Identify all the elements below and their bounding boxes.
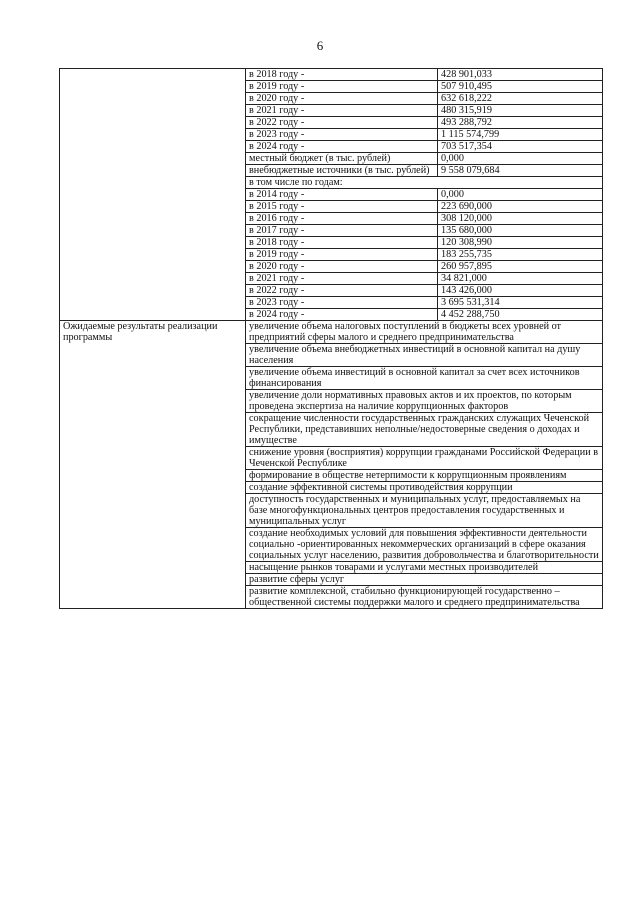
financing-year-value: 507 910,495 bbox=[438, 81, 603, 93]
results-heading: Ожидаемые результаты реализации программы bbox=[60, 321, 246, 609]
financing-year-label: в 2016 году - bbox=[246, 213, 438, 225]
table-row bbox=[60, 321, 603, 344]
financing-year-value: 493 288,792 bbox=[438, 117, 603, 129]
financing-year-value: 3 695 531,314 bbox=[438, 297, 603, 309]
table-row bbox=[60, 69, 603, 81]
result-item: увеличение объема налоговых поступлений в бюджеты всех уровней от предприятий сферы малого и среднего предпринимательства bbox=[246, 321, 603, 344]
result-item: развитие сферы услуг bbox=[246, 574, 603, 586]
result-item: увеличение объема инвестиций в основной капитал за счет всех источников финансирования bbox=[246, 367, 603, 390]
result-item: формирование в обществе нетерпимости к коррупционным проявлениям bbox=[246, 470, 603, 482]
financing-year-label: в 2019 году - bbox=[246, 81, 438, 93]
financing-year-value: 632 618,222 bbox=[438, 93, 603, 105]
financing-year-label: в 2020 году - bbox=[246, 261, 438, 273]
page-number: 6 bbox=[316, 38, 324, 53]
result-item: увеличение доли нормативных правовых актов и их проектов, по которым проведена экспертиза на наличие коррупционных факторов bbox=[246, 390, 603, 413]
financing-section bbox=[60, 69, 603, 321]
financing-year-value: 9 558 079,684 bbox=[438, 165, 603, 177]
financing-year-label: в 2022 году - bbox=[246, 285, 438, 297]
financing-year-value: 143 426,000 bbox=[438, 285, 603, 297]
financing-year-value: 34 821,000 bbox=[438, 273, 603, 285]
financing-year-value: 1 115 574,799 bbox=[438, 129, 603, 141]
financing-year-value: 260 957,895 bbox=[438, 261, 603, 273]
financing-year-value: 223 690,000 bbox=[438, 201, 603, 213]
financing-year-label: в 2022 году - bbox=[246, 117, 438, 129]
financing-year-label: в 2021 году - bbox=[246, 105, 438, 117]
by-years-label: в том числе по годам: bbox=[246, 177, 603, 189]
financing-year-value: 135 680,000 bbox=[438, 225, 603, 237]
financing-year-value: 0,000 bbox=[438, 153, 603, 165]
financing-year-label: в 2024 году - bbox=[246, 309, 438, 321]
financing-year-label: внебюджетные источники (в тыс. рублей) bbox=[246, 165, 438, 177]
financing-year-value: 183 255,735 bbox=[438, 249, 603, 261]
result-item: сокращение численности государственных гражданских служащих Чеченской Республики, представивших неполные/недостоверные сведения о доходах и имуществе bbox=[246, 413, 603, 447]
financing-year-value: 4 452 288,750 bbox=[438, 309, 603, 321]
result-item: доступность государственных и муниципальных услуг, предоставляемых на базе многофункциональных центров предоставления государственных и муниципальных услуг bbox=[246, 494, 603, 528]
results-section bbox=[60, 321, 603, 609]
result-item: создание необходимых условий для повышения эффективности деятельности социально -ориентированных некоммерческих организаций в сфере оказания социальных услуг населению, развития добровольчества и благотворительности bbox=[246, 528, 603, 562]
result-item: развитие комплексной, стабильно функционирующей государственно – общественной системы поддержки малого и среднего предпринимательства bbox=[246, 586, 603, 609]
financing-year-label: в 2019 году - bbox=[246, 249, 438, 261]
financing-year-value: 308 120,000 bbox=[438, 213, 603, 225]
financing-label-cell bbox=[60, 69, 246, 321]
financing-year-value: 120 308,990 bbox=[438, 237, 603, 249]
financing-year-value: 0,000 bbox=[438, 189, 603, 201]
financing-year-label: в 2023 году - bbox=[246, 129, 438, 141]
financing-year-label: в 2023 году - bbox=[246, 297, 438, 309]
passport-table bbox=[59, 68, 603, 609]
result-item: снижение уровня (восприятия) коррупции гражданами Российской Федерации в Чеченской Республике bbox=[246, 447, 603, 470]
financing-year-label: местный бюджет (в тыс. рублей) bbox=[246, 153, 438, 165]
financing-year-value: 428 901,033 bbox=[438, 69, 603, 81]
result-item: насыщение рынков товарами и услугами местных производителей bbox=[246, 562, 603, 574]
financing-year-value: 703 517,354 bbox=[438, 141, 603, 153]
result-item: создание эффективной системы противодействия коррупции bbox=[246, 482, 603, 494]
financing-year-label: в 2015 году - bbox=[246, 201, 438, 213]
financing-year-label: в 2014 году - bbox=[246, 189, 438, 201]
financing-year-label: в 2021 году - bbox=[246, 273, 438, 285]
financing-year-label: в 2018 году - bbox=[246, 69, 438, 81]
financing-year-value: 480 315,919 bbox=[438, 105, 603, 117]
result-item: увеличение объема внебюджетных инвестиций в основной капитал на душу населения bbox=[246, 344, 603, 367]
financing-year-label: в 2024 году - bbox=[246, 141, 438, 153]
financing-year-label: в 2017 году - bbox=[246, 225, 438, 237]
financing-year-label: в 2018 году - bbox=[246, 237, 438, 249]
financing-year-label: в 2020 году - bbox=[246, 93, 438, 105]
